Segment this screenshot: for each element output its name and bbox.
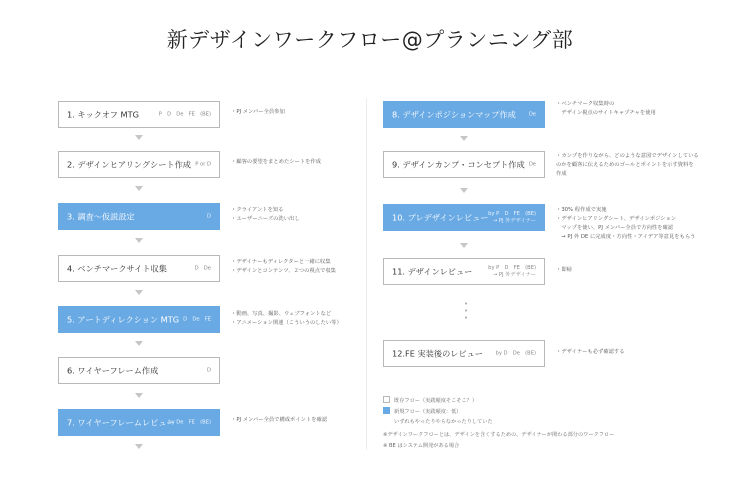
step-label: 8. デザインポジションマップ作成 (392, 109, 516, 119)
footnote: ※ BE はシステム開発がある場合 (383, 443, 460, 449)
flow-arrow-icon (460, 188, 468, 193)
step-design-review[interactable] (383, 258, 545, 285)
step-label: 12.FE 実装後のレビュー (392, 348, 484, 358)
step-roles: P or D (195, 160, 211, 167)
legend-existing-swatch (383, 396, 390, 403)
footnote: ※デザインワークフローとは、デザインを含くするための、デザイナーが関わる部分のワークフロー (383, 432, 615, 438)
legend-new-swatch (383, 407, 390, 414)
step-roles: by D De (BE) (495, 349, 536, 356)
flow-arrow-icon (460, 243, 468, 248)
step-roles: P D De FE (BE) (158, 110, 211, 117)
step-roles: by P D FE (BE) → PJ 外デザイナー (488, 264, 536, 278)
step-notes: ・ クライアントを知る ・ ユーザーニーズの洗い出し (231, 206, 300, 224)
flow-arrow-icon (135, 186, 143, 191)
step-label: 4. ベンチマークサイト収集 (67, 263, 167, 273)
step-roles: D (207, 212, 211, 219)
step-notes: ・ 動画、写真、撮影、ウェブフォントなど ・ アニメーション関連（こういうのしたい等） (231, 310, 342, 328)
step-label: 6. ワイヤーフレーム作成 (67, 365, 159, 375)
step-notes: ・ ベンチマーク収集時の デザイン視点のサイトキャプチャを使用 (556, 100, 656, 118)
legend-new-sublabel: いずれもやったりやらなかったりしていた (394, 419, 493, 425)
column-divider (366, 98, 367, 450)
step-notes: ・ デザイナーも必ず確認する (556, 348, 625, 357)
step-wireframe-creation[interactable] (58, 357, 220, 384)
step-label: 7. ワイヤーフレームレビュー (67, 417, 175, 427)
step-notes: ・ 即帰 (556, 266, 572, 275)
step-label: 11. デザインレビュー (392, 266, 473, 276)
step-wireframe-review[interactable] (58, 409, 220, 436)
step-label: 3. 調査〜仮説設定 (67, 211, 135, 221)
step-roles: by De FE (BE) (168, 418, 211, 425)
step-design-comp[interactable] (383, 151, 545, 178)
flow-arrow-icon (135, 135, 143, 140)
step-hearing-sheet[interactable] (58, 151, 220, 178)
flow-arrow-icon (135, 393, 143, 398)
step-notes: ・ カンプを作りながら、どのような意図でデザインしている のかを顧客に伝えるためのゴールとポイントを示す資料を 作成 (556, 152, 699, 179)
step-notes: ・ PJ メンバー全員参加 (231, 108, 285, 117)
step-pre-design-review[interactable] (383, 204, 545, 231)
flow-arrow-icon (135, 444, 143, 449)
step-notes: ・ デザイナーもディレクターと一緒に収集 ・ デザインとコンテンツ、２つの視点で収集 (231, 258, 336, 276)
step-label: 9. デザインカンプ・コンセプト作成 (392, 159, 525, 169)
step-roles: by P D FE (BE) → PJ 外デザイナー (488, 210, 536, 224)
legend-new-label: 新規フロー（実践頻度：低） (394, 409, 462, 415)
flow-arrow-icon (135, 238, 143, 243)
flow-arrow-icon (135, 341, 143, 346)
step-label: 10. プレデザインレビュー (392, 212, 489, 222)
step-notes: ・ PJ メンバー全員で構成ポイントを確認 (231, 416, 327, 425)
step-roles: D De (194, 264, 211, 271)
step-roles: D (207, 366, 211, 373)
step-notes: ・ 30% 程作成で実施 ・ デザインヒアリングシート、デザインポジション マップを使い、PJ メンバー全員で方向性を確認 → PJ 外 DE に完成度・方向性・アイデア等意見をもらう (556, 206, 695, 242)
step-post-implementation-review[interactable] (383, 340, 545, 367)
flow-arrow-icon (460, 136, 468, 141)
step-roles: De (528, 160, 536, 167)
step-research-hypothesis[interactable] (58, 203, 220, 230)
step-notes: ・ 顧客の要望をまとめたシートを作成 (231, 158, 321, 167)
flow-arrow-icon (135, 290, 143, 295)
step-art-direction-mtg[interactable] (58, 306, 220, 333)
step-position-map[interactable] (383, 101, 545, 128)
step-label: 5. アートディレクション MTG (67, 314, 180, 324)
legend-existing-label: 既存フロー（実践頻度そこそこ？） (394, 398, 478, 404)
page-title: 新デザインワークフロー@プランニング部 (166, 28, 574, 52)
step-benchmark-collection[interactable] (58, 255, 220, 282)
step-kickoff-mtg[interactable] (58, 101, 220, 128)
step-roles: De (528, 110, 536, 117)
step-label: 1. キックオフ MTG (67, 109, 139, 119)
step-label: 2. デザインヒアリングシート作成 (67, 159, 191, 169)
ellipsis-dots-icon: • • • (464, 300, 469, 322)
step-roles: D De FE (183, 315, 211, 322)
